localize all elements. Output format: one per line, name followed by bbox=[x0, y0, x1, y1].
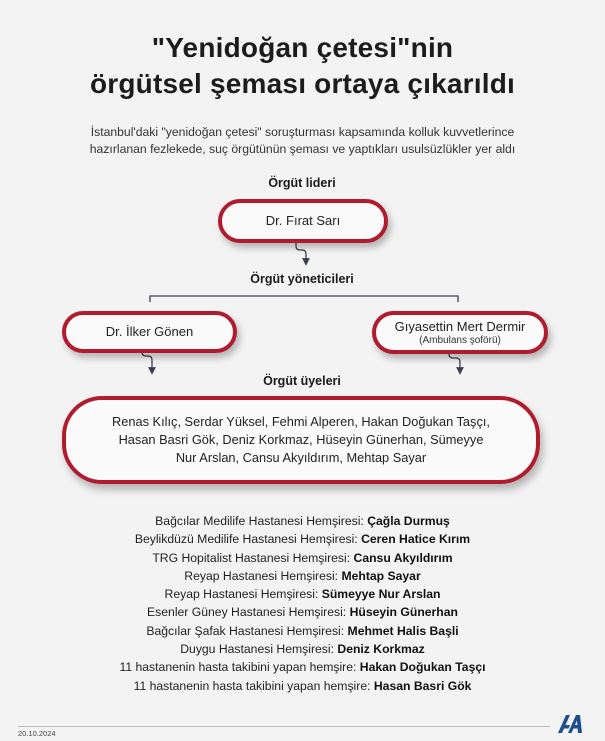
list-item-hospital: Reyap Hastanesi Hemşiresi: bbox=[184, 568, 339, 583]
leader-name: Dr. Fırat Sarı bbox=[265, 213, 341, 228]
footer-divider bbox=[18, 726, 550, 727]
right-manager-arrow bbox=[449, 352, 460, 371]
list-item bbox=[0, 622, 605, 640]
members-box bbox=[62, 396, 540, 484]
manager-box-right bbox=[372, 311, 548, 354]
manager-left-name: Dr. İlker Gönen bbox=[105, 324, 194, 339]
list-item-name: Hüseyin Günerhan bbox=[349, 605, 458, 620]
list-item-hospital: 11 hastanenin hasta takibini yapan hemşire: bbox=[133, 678, 371, 693]
managers-section-label: Örgüt yöneticileri bbox=[250, 272, 354, 286]
list-item-hospital: Bağcılar Şafak Hastanesi Hemşiresi: bbox=[146, 623, 345, 638]
members-line-1: Renas Kılıç, Serdar Yüksel, Fehmi Alperen, Hakan Doğukan Taşçı, bbox=[112, 414, 490, 429]
leader-section-label: Örgüt lideri bbox=[268, 176, 336, 190]
list-item bbox=[0, 530, 605, 548]
list-item-name: Mehmet Halis Başli bbox=[347, 623, 459, 638]
nurse-list bbox=[0, 512, 605, 695]
members-section-label: Örgüt üyeleri bbox=[263, 374, 341, 388]
members-line-3: Nur Arslan, Cansu Akyıldırım, Mehtap Sayar bbox=[175, 450, 427, 465]
list-item bbox=[0, 658, 605, 676]
list-item-name: Ceren Hatice Kırım bbox=[361, 532, 471, 547]
leader-connector-arrow bbox=[296, 240, 306, 262]
list-item-hospital: Bağcılar Medilife Hastanesi Hemşiresi: bbox=[155, 514, 364, 528]
title-line-1: "Yenidoğan çetesi"nin bbox=[151, 32, 454, 63]
manager-right-role: (Ambulans şoförü) bbox=[419, 334, 501, 346]
footer-date: 20.10.2024 bbox=[18, 729, 56, 738]
list-item bbox=[0, 512, 605, 530]
list-item bbox=[0, 640, 605, 658]
members-names bbox=[91, 413, 511, 467]
list-item-name: Cansu Akyıldırım bbox=[353, 550, 453, 565]
list-item bbox=[0, 585, 605, 603]
manager-right-name: Gıyasettin Mert Dermir bbox=[394, 318, 526, 334]
leader-box bbox=[218, 199, 388, 243]
list-item-hospital: 11 hastanenin hasta takibini yapan hemşire: bbox=[119, 660, 357, 675]
list-item-name: Sümeyye Nur Arslan bbox=[321, 587, 441, 602]
managers-bracket bbox=[150, 296, 458, 302]
title-line-2: örgütsel şeması ortaya çıkarıldı bbox=[89, 68, 516, 99]
members-line-2: Hasan Basri Gök, Deniz Korkmaz, Hüseyin Günerhan, Sümeyye bbox=[118, 432, 484, 447]
list-item bbox=[0, 549, 605, 567]
list-item-hospital: Beylikdüzü Medilife Hastanesi Hemşiresi: bbox=[134, 532, 358, 547]
subtitle-line-1: İstanbul'daki "yenidoğan çetesi" soruşturması kapsamında kolluk kuvvetlerince bbox=[90, 125, 515, 139]
aa-logo-icon bbox=[556, 711, 584, 735]
list-item-hospital: Duygu Hastanesi Hemşiresi: bbox=[180, 642, 334, 657]
list-item bbox=[0, 567, 605, 585]
list-item bbox=[0, 603, 605, 621]
list-item-name: Çağla Durmuş bbox=[367, 514, 450, 528]
list-item bbox=[0, 677, 605, 695]
list-item-name: Hasan Basri Gök bbox=[373, 678, 472, 693]
subtitle-line-2: hazırlanan fezlekede, suç örgütünün şeması ve yaptıkları usulsüzlükler yer aldı bbox=[89, 142, 516, 156]
list-item-hospital: Esenler Güney Hastanesi Hemşiresi: bbox=[147, 605, 347, 620]
list-item-name: Mehtap Sayar bbox=[341, 568, 421, 583]
list-item-hospital: Reyap Hastanesi Hemşiresi: bbox=[164, 587, 319, 602]
list-item-hospital: TRG Hopitalist Hastanesi Hemşiresi: bbox=[152, 550, 351, 565]
manager-box-left bbox=[62, 311, 237, 353]
list-item-name: Deniz Korkmaz bbox=[337, 642, 425, 657]
list-item-name: Hakan Doğukan Taşçı bbox=[359, 660, 486, 675]
left-manager-arrow bbox=[142, 350, 152, 371]
